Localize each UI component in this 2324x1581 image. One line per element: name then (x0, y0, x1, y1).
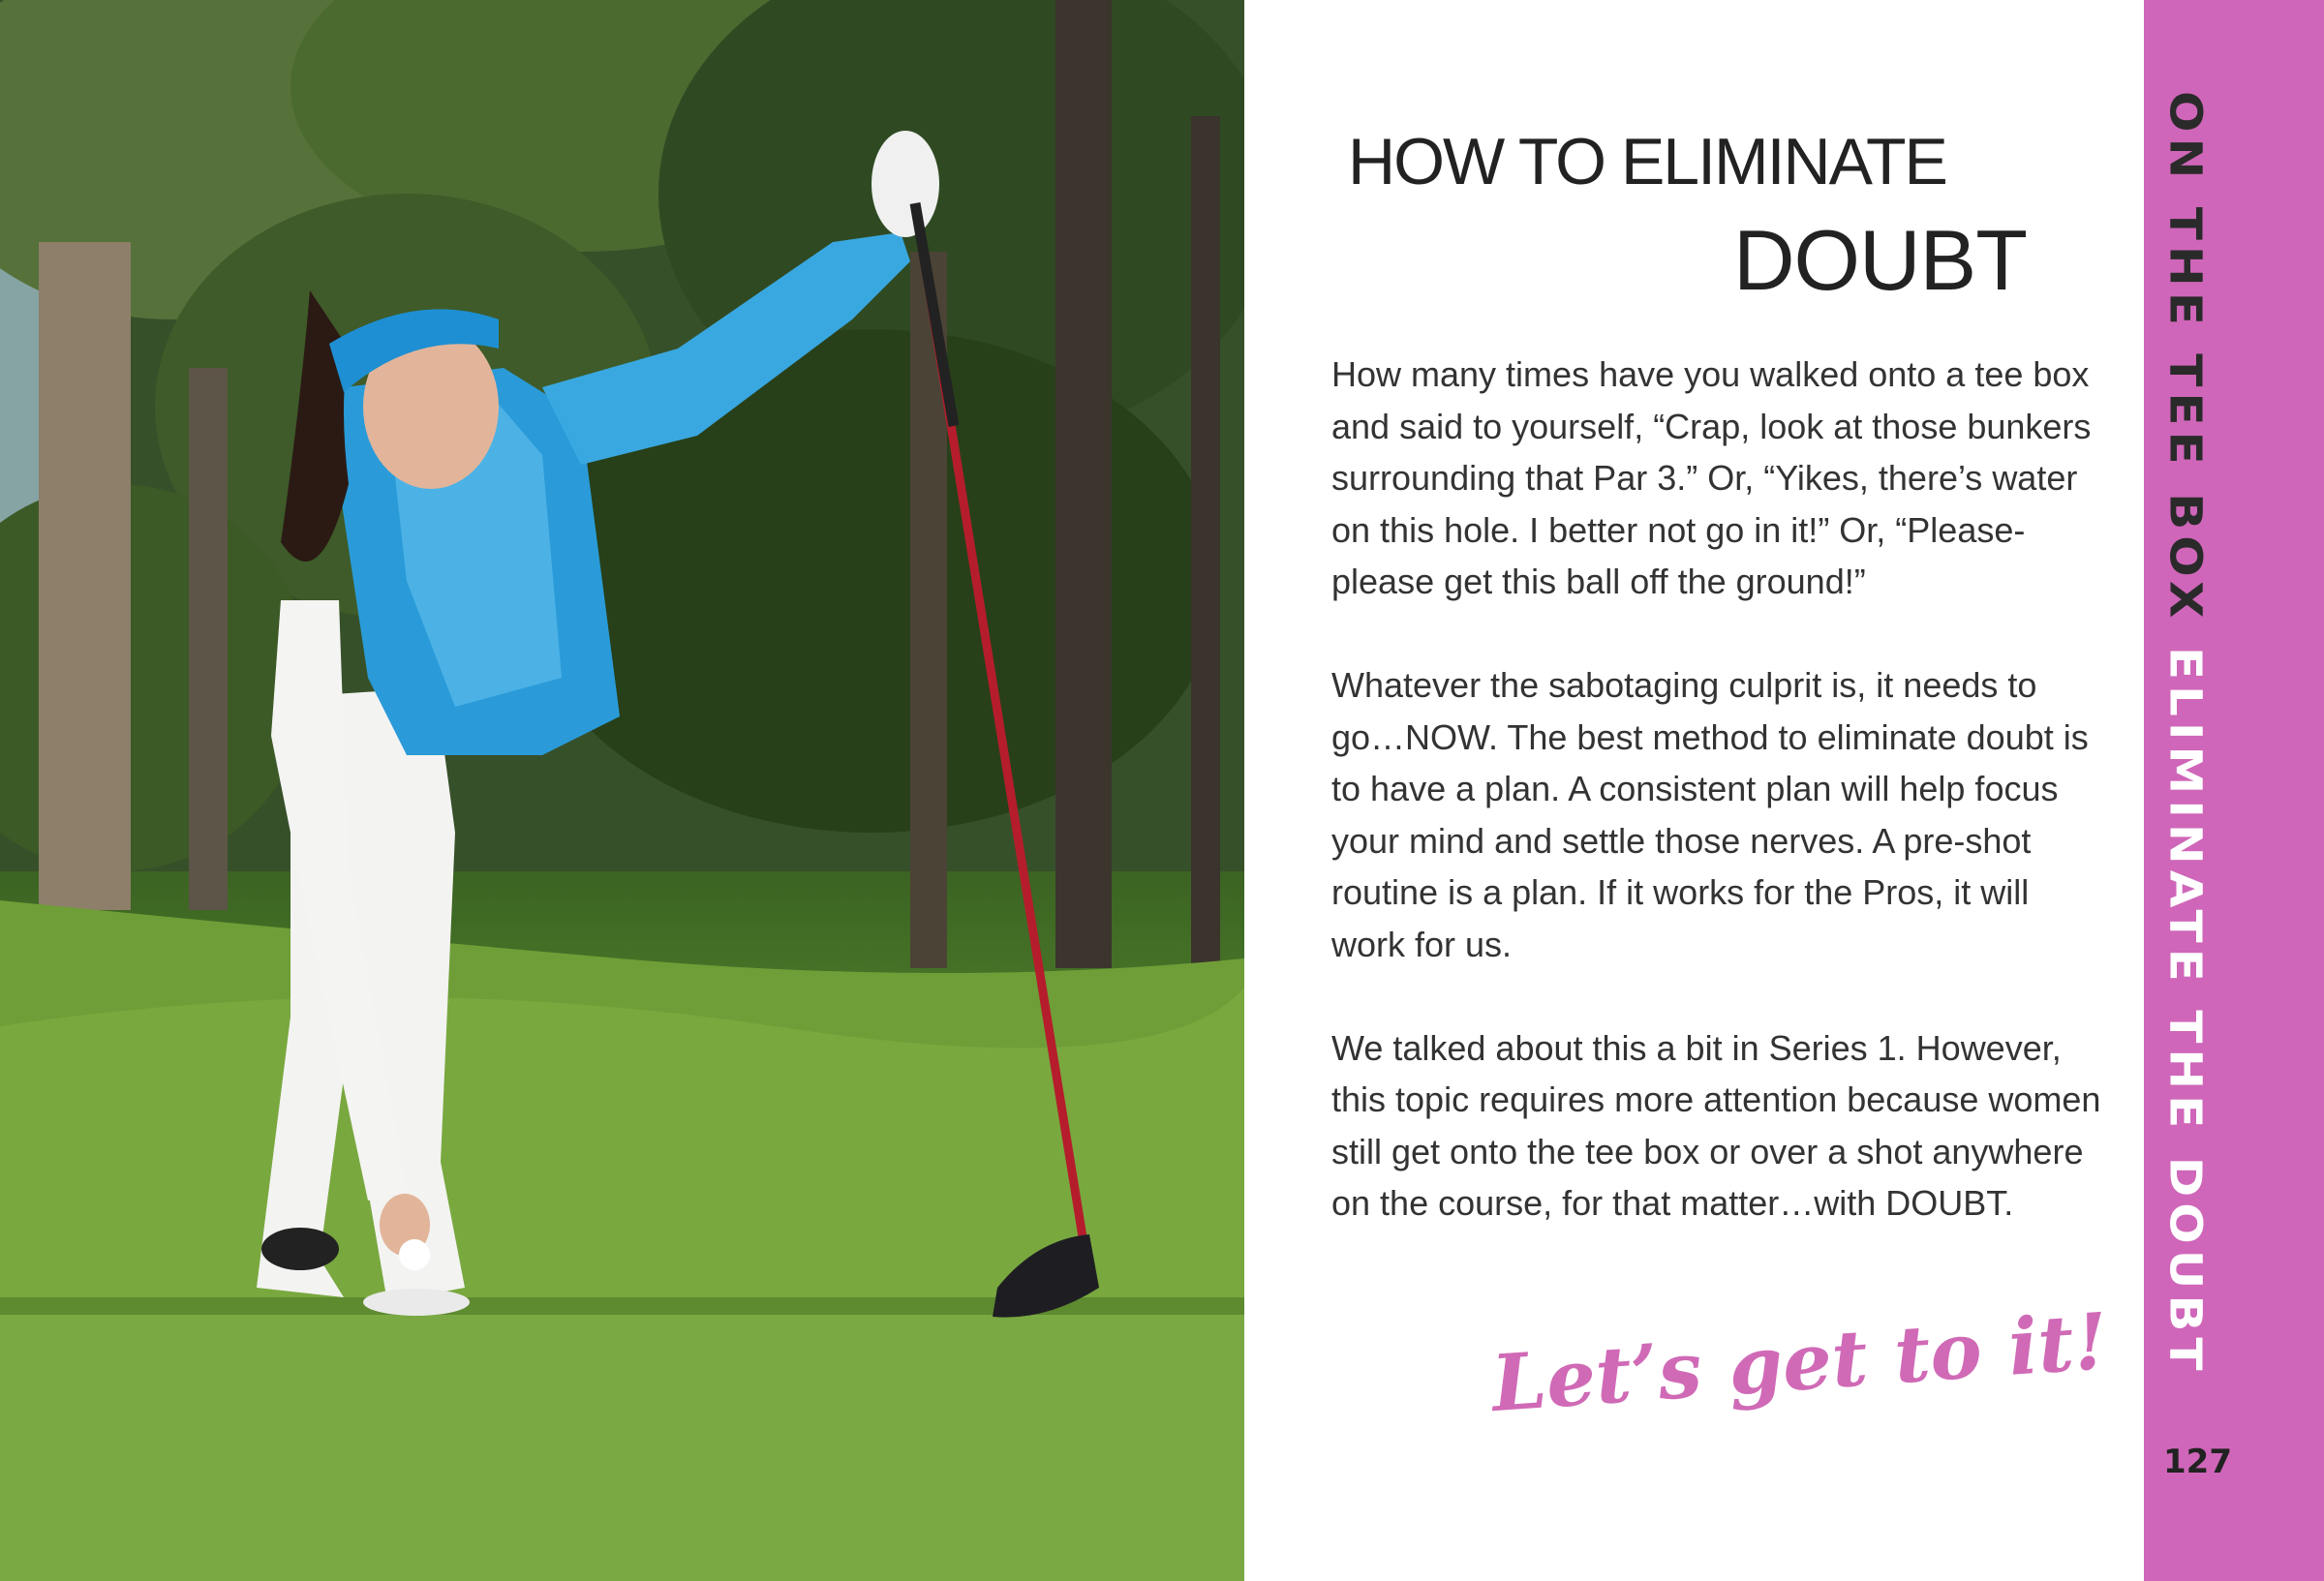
body-paragraph-3: We talked about this a bit in Series 1. However, this topic requires more attention because women still get onto the tee box or over a shot anywhere on the course, for that matter…with DOUBT. (1331, 1027, 2101, 1223)
page-title-line1: HOW TO ELIMINATE (1348, 125, 1946, 198)
side-tab-label (2160, 91, 2211, 1377)
body-text (1331, 349, 2106, 1281)
section-label: ON THE TEE BOX (2159, 91, 2212, 647)
body-paragraph-2: Whatever the sabotaging culprit is, it needs to go…NOW. The best method to eliminate doubt is to have a plan. A consistent plan will help focus your mind and settle those nerves. A pre-shot routine is a plan. If it works for the Pros, it will work for us. (1331, 665, 2089, 964)
body-paragraph-1: How many times have you walked onto a tee box and said to yourself, “Crap, look at those bunkers surrounding that Par 3.” Or, “Yikes, there’s water on this hole. I better not go in it!” Or, “Please-please get this ball off the ground!” (1331, 354, 2092, 601)
signoff-script: Let’s get to it! (1488, 1294, 2111, 1430)
page-title-line2: DOUBT (1733, 212, 2027, 308)
page-number: 127 (2163, 1443, 2232, 1481)
chapter-label: ELIMINATE THE DOUBT (2159, 646, 2212, 1377)
